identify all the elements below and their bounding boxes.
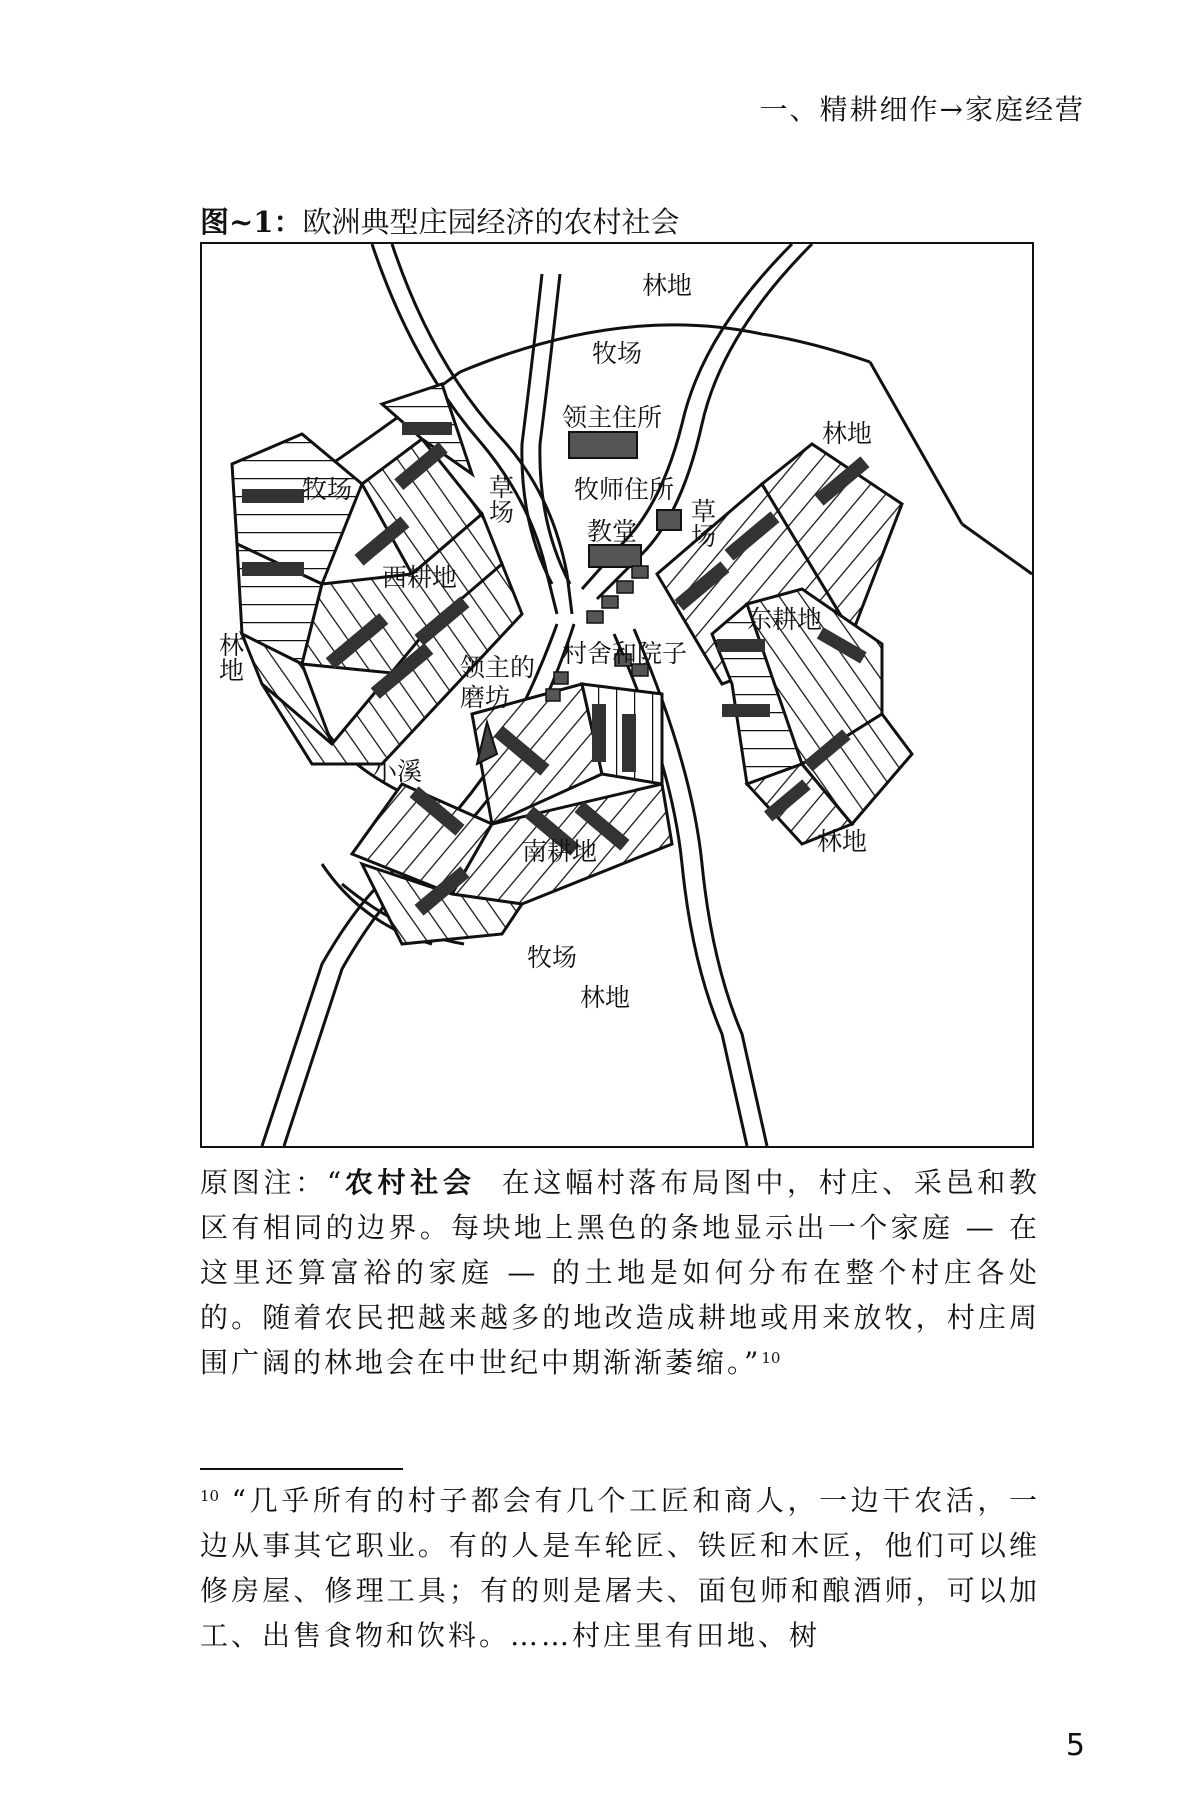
note-body: 在这幅村落布局图中，村庄、采邑和教区有相同的边界。每块地上黑色的条地显示出一个家庭 — 在这里还算富裕的家庭 — 的土地是如何分布在整个村庄各处的。随着农民把越来越多的地改造成耕地或用来放牧，村庄周围广阔的林地会在中世纪中期渐渐萎缩。” xyxy=(200,1166,1040,1379)
label-west-field: 西耕地 xyxy=(382,563,458,592)
manor-house-building xyxy=(569,432,637,458)
label-woodland-left: 林地 xyxy=(215,632,245,682)
label-pasture-bottom: 牧场 xyxy=(527,943,578,972)
label-woodland-right: 林地 xyxy=(822,419,873,448)
footnote-number: 10 xyxy=(200,1487,220,1505)
figure-note xyxy=(200,1160,1040,1385)
label-parsonage: 牧师住所 xyxy=(574,475,675,504)
figure-title: 欧洲典型庄园经济的农村社会 xyxy=(302,205,680,239)
label-meadow-left: 草场 xyxy=(485,474,515,524)
label-manor-house: 领主住所 xyxy=(562,403,663,432)
village-map-drawing xyxy=(202,244,1032,1146)
label-stream: 小溪 xyxy=(372,757,423,786)
note-footnote-ref[interactable]: 10 xyxy=(761,1349,781,1367)
label-woodland-bottom: 林地 xyxy=(580,983,631,1012)
label-east-field: 东耕地 xyxy=(747,605,823,634)
label-cottages: 村舍和院子 xyxy=(562,639,688,668)
label-woodland-top: 林地 xyxy=(642,271,693,300)
page-number: 5 xyxy=(1065,1728,1085,1763)
label-meadow-right: 草场 xyxy=(687,498,717,548)
figure-number: 图~1： xyxy=(200,205,303,239)
parsonage-building xyxy=(657,510,681,530)
label-south-field: 南耕地 xyxy=(522,837,598,866)
label-woodland-bottom-right: 林地 xyxy=(817,827,868,856)
running-header: 一、精耕细作→家庭经营 xyxy=(759,93,1085,126)
label-lords-mill-line2: 磨坊 xyxy=(460,683,511,712)
clearing-boundary xyxy=(460,325,870,372)
note-prefix: 原图注：“ xyxy=(200,1166,345,1199)
label-pasture-left: 牧场 xyxy=(302,475,353,504)
figure-caption xyxy=(200,200,680,241)
church-building xyxy=(589,545,641,567)
footnote-text: “几乎所有的村子都会有几个工匠和商人，一边干农活，一边从事其它职业。有的人是车轮匠、铁匠和木匠，他们可以维修房屋、修理工具；有的则是屠夫、面包师和酿酒师，可以加工、出售食物和饮料。……村庄里有田地、树 xyxy=(200,1484,1040,1652)
footnote xyxy=(200,1478,1040,1658)
footnote-rule xyxy=(200,1468,403,1470)
village-map xyxy=(200,242,1034,1148)
label-church: 教堂 xyxy=(587,517,638,546)
label-pasture-top: 牧场 xyxy=(592,339,643,368)
label-lords-mill-line1: 领主的 xyxy=(460,653,536,682)
note-bold-title: 农村社会 xyxy=(344,1166,476,1199)
